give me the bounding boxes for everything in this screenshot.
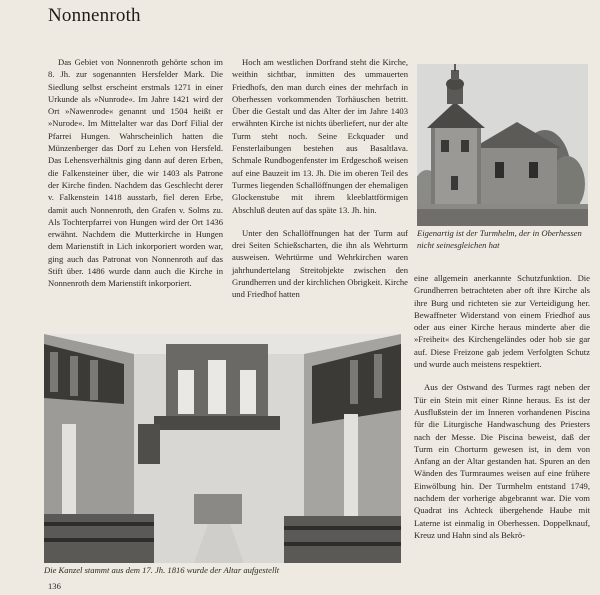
- paragraph: Aus der Ostwand des Turmes ragt neben der Tür ein Stein mit einer Rinne heraus. Es ist der Ausflußstein der im Inneren vorhandenen Piscina für die Liturgische Handwaschung des Priesters nach der Messe. Die Piscina beweist, daß der Turm ein Chorturm gewesen ist, in dem von Anfang an der Altar gestanden hat. Spuren an den Wänden des Turmraumes weisen auf eine frühere Einwölbung hin. Der Turmhelm entstand 1749, nachdem der vorherige abgebrannt war. Die vom Quadrat ins Achteck übergehende Haube mit Laterne ist einmalig in Oberhessen. Doppelknauf, Kreuz und Hahn sind als Bekrö-: [414, 382, 590, 540]
- page-title: Nonnenroth: [48, 5, 141, 26]
- text-column-3: [414, 272, 590, 541]
- text-column-2: [232, 56, 408, 301]
- paragraph: Unter den Schallöffnungen hat der Turm auf drei Seiten Schießscharten, die ihn als Wehrturm ausweisen. Wehrtürme und Wehrkirchen waren jahrhundertelang Streitobjekte zwischen den Grundherren und der kirchlichen Obrigkeit. Kirche und Friedhof hatten: [232, 227, 408, 300]
- text-column-1: [48, 56, 223, 290]
- church-interior-photo: [44, 334, 401, 563]
- paragraph: eine allgemein anerkannte Schutzfunktion. Die Grundherren betrachteten aber oft ihre Kirche als ihre Burg und richteten sie zur Verteidigung her. Bewaffneter Widerstand von einem Friedhof aus oder aus einer Kirche heraus minderte aber die »Freiheit« des Kirchengeländes oder hob sie gar auf. Diese Freizone gab jedem Verfolgten Schutz und wurde auch meistens respektiert.: [414, 273, 590, 370]
- church-photo-caption: Eigenartig ist der Turmhelm, der in Oberhessen nicht seinesgleichen hat: [417, 228, 582, 250]
- interior-photo-caption: Die Kanzel stammt aus dem 17. Jh. 1816 wurde der Altar aufgestellt: [44, 565, 280, 575]
- paragraph: Das Gebiet von Nonnenroth gehörte schon im 8. Jh. zur sogenannten Hersfelder Mark. Die Siedlung selbst erscheint erstmals 1271 in einer Urkunde als »Nunrode«. Im Jahre 1421 wird der Ort »Nawenrode« genannt und 1504 heißt er »Nurode«. Im Mittelalter war das Dorf Filial der Pfarrei Hungen. Wahrscheinlich hatten die Münzenberger das Dorf zu Lehen von Hersfeld. Das Lehensverhältnis ging dann auf deren Erben, die Falkensteiner über, die wir 1403 als Patrone der Kirche finden. Nachdem das Geschlecht derer v. Falkenstein 1418 ausstarb, fiel deren Erbe, damit auch Nonnenroth, den Grafen v. Solms zu. Als Tochterpfarrei von Hungen wird der Ort 1436 erwähnt. Nachdem die Mutterkirche in Hungen dem Marienstift in Lich inkorporiert worden war, ging auch das Patronat von Nonnenroth auf das Stift über. 1486 wurde dann auch die Kirche in Nonnenroth dem Marienstift inkorporiert.: [48, 57, 223, 289]
- page-number: 136: [48, 581, 61, 591]
- church-exterior-photo: [417, 64, 588, 226]
- paragraph: Hoch am westlichen Dorfrand steht die Kirche, weithin sichtbar, inmitten des ummauerten Friedhofs, den man durch eines der mehrfach in Oberhessen vorkommenden Torhäuschen betritt. Über die Gestalt und das Alter der im Jahre 1403 erwähnten Kirche ist nichts überliefert, nur der alte Turm steht noch. Seine Eckquader und Fensterlaibungen bestehen aus Basaltlava. Schmale Rundbogenfenster im Erdgeschoß weisen auf eine Bauzeit im 13. Jh. Die im oberen Teil des Turmes liegenden Schallöffnungen der ehemaligen Glockenstube mit ihrem kleeblattförmigen Abschluß deuten auf das späte 13. Jh. hin.: [232, 57, 408, 215]
